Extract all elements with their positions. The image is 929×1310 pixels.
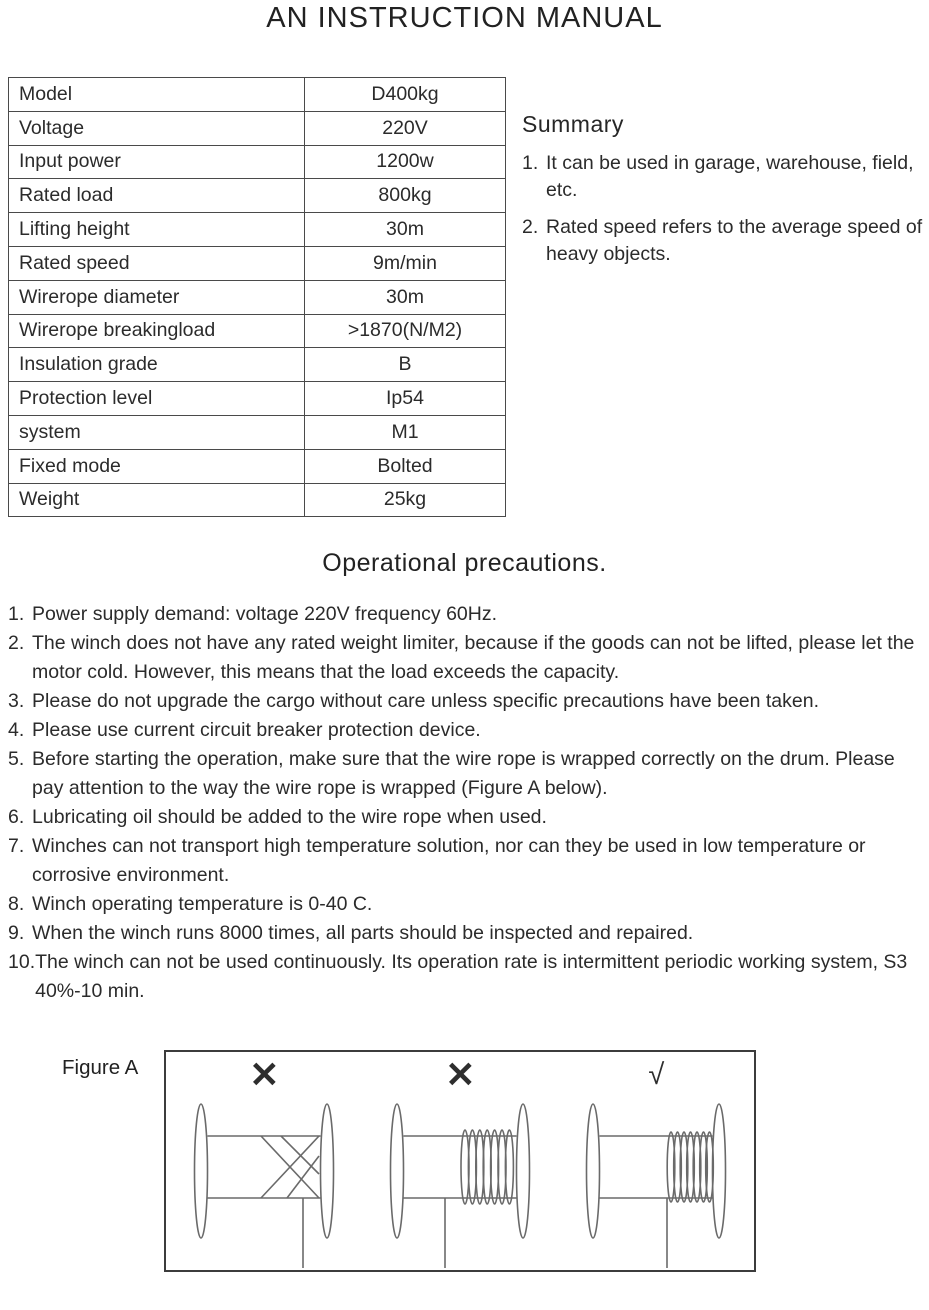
item-number: 3. xyxy=(8,690,25,713)
check-mark-icon: √ xyxy=(648,1059,665,1092)
table-row xyxy=(9,348,506,382)
item-text: Please do not upgrade the cargo without care unless specific precautions have been taken. xyxy=(32,690,820,713)
top-section xyxy=(0,77,929,517)
item-number: 7. xyxy=(8,835,25,858)
item-text: The winch can not be used continuously. Its operation rate is intermittent periodic working system, S3 40%-10 min. xyxy=(35,951,908,1003)
x-mark-icon: ✕ xyxy=(445,1054,476,1096)
item-text: Winch operating temperature is 0-40 C. xyxy=(32,893,373,916)
spec-value: 800kg xyxy=(305,179,506,213)
table-row xyxy=(9,314,506,348)
table-row xyxy=(9,179,506,213)
item-text: Rated speed refers to the average speed of heavy objects. xyxy=(546,215,923,265)
list-item xyxy=(8,919,921,948)
precautions-list xyxy=(8,600,921,1006)
list-item xyxy=(8,687,921,716)
spec-value: 220V xyxy=(305,111,506,145)
spec-label: Protection level xyxy=(9,382,305,416)
spec-value: D400kg xyxy=(305,78,506,112)
spec-label: Input power xyxy=(9,145,305,179)
item-number: 9. xyxy=(8,922,25,945)
table-row xyxy=(9,246,506,280)
spec-label: system xyxy=(9,415,305,449)
x-mark-icon: ✕ xyxy=(249,1054,280,1096)
item-number: 4. xyxy=(8,719,25,742)
drum-wrap-incorrect-crossed xyxy=(166,1052,362,1270)
table-row xyxy=(9,415,506,449)
item-text: The winch does not have any rated weight limiter, because if the goods can not be lifted, please let the motor cold. However, this means that the load exceeds the capacity. xyxy=(32,632,915,684)
summary-heading: Summary xyxy=(522,111,624,137)
table-row xyxy=(9,483,506,517)
spec-label: Rated speed xyxy=(9,246,305,280)
spec-label: Voltage xyxy=(9,111,305,145)
summary-item xyxy=(522,150,924,204)
spec-value: 9m/min xyxy=(305,246,506,280)
list-item xyxy=(8,803,921,832)
item-text: Please use current circuit breaker protection device. xyxy=(32,719,481,742)
spec-label: Lifting height xyxy=(9,213,305,247)
item-text: Before starting the operation, make sure that the wire rope is wrapped correctly on the drum. Please pay attention to the way the wire rope is wrapped (Figure A below). xyxy=(32,748,895,800)
list-item xyxy=(8,832,921,890)
drum-wrap-correct xyxy=(558,1052,754,1270)
spec-value: 30m xyxy=(305,213,506,247)
item-number: 1. xyxy=(522,152,539,174)
item-number: 2. xyxy=(8,632,25,655)
item-number: 1. xyxy=(8,603,25,626)
figure-a-box xyxy=(164,1050,756,1272)
item-text: When the winch runs 8000 times, all parts should be inspected and repaired. xyxy=(32,922,694,945)
item-number: 5. xyxy=(8,748,25,771)
table-row xyxy=(9,111,506,145)
figure-row xyxy=(0,1050,929,1272)
item-number: 10. xyxy=(8,951,36,974)
spec-label: Rated load xyxy=(9,179,305,213)
item-text: Lubricating oil should be added to the wire rope when used. xyxy=(32,806,547,829)
table-row xyxy=(9,145,506,179)
summary-section xyxy=(522,77,924,278)
table-row xyxy=(9,449,506,483)
spec-value: >1870(N/M2) xyxy=(305,314,506,348)
table-row xyxy=(9,280,506,314)
list-item xyxy=(8,745,921,803)
spec-label: Weight xyxy=(9,483,305,517)
list-item xyxy=(8,629,921,687)
list-item xyxy=(8,890,921,919)
item-text: It can be used in garage, warehouse, field, etc. xyxy=(546,152,914,201)
list-item xyxy=(8,600,921,629)
spec-value: 30m xyxy=(305,280,506,314)
table-row xyxy=(9,78,506,112)
item-text: Winches can not transport high temperature solution, nor can they be used in low temperature or corrosive environment. xyxy=(32,835,866,887)
spec-value: Bolted xyxy=(305,449,506,483)
table-row xyxy=(9,213,506,247)
spec-value: M1 xyxy=(305,415,506,449)
item-text: Power supply demand: voltage 220V frequency 60Hz. xyxy=(32,603,498,626)
spec-label: Wirerope diameter xyxy=(9,280,305,314)
spec-label: Fixed mode xyxy=(9,449,305,483)
item-number: 2. xyxy=(522,215,539,238)
table-row xyxy=(9,382,506,416)
spec-table xyxy=(8,77,506,517)
drum-neat-wrap-drawing xyxy=(581,1096,731,1268)
item-number: 8. xyxy=(8,893,25,916)
summary-item xyxy=(522,214,924,268)
drum-crossed-wrap-drawing xyxy=(189,1096,339,1268)
list-item xyxy=(8,716,921,745)
spec-value: 25kg xyxy=(305,483,506,517)
list-item xyxy=(8,948,921,1006)
spec-value: B xyxy=(305,348,506,382)
figure-label: Figure A xyxy=(62,1056,139,1080)
page-title: AN INSTRUCTION MANUAL xyxy=(266,2,663,34)
spec-label: Insulation grade xyxy=(9,348,305,382)
spec-value: 1200w xyxy=(305,145,506,179)
spec-label: Model xyxy=(9,78,305,112)
spec-label: Wirerope breakingload xyxy=(9,314,305,348)
drum-bunched-wrap-drawing xyxy=(385,1096,535,1268)
item-number: 6. xyxy=(8,806,25,829)
precautions-heading: Operational precautions. xyxy=(322,549,607,578)
spec-value: Ip54 xyxy=(305,382,506,416)
drum-wrap-incorrect-bunched xyxy=(362,1052,558,1270)
